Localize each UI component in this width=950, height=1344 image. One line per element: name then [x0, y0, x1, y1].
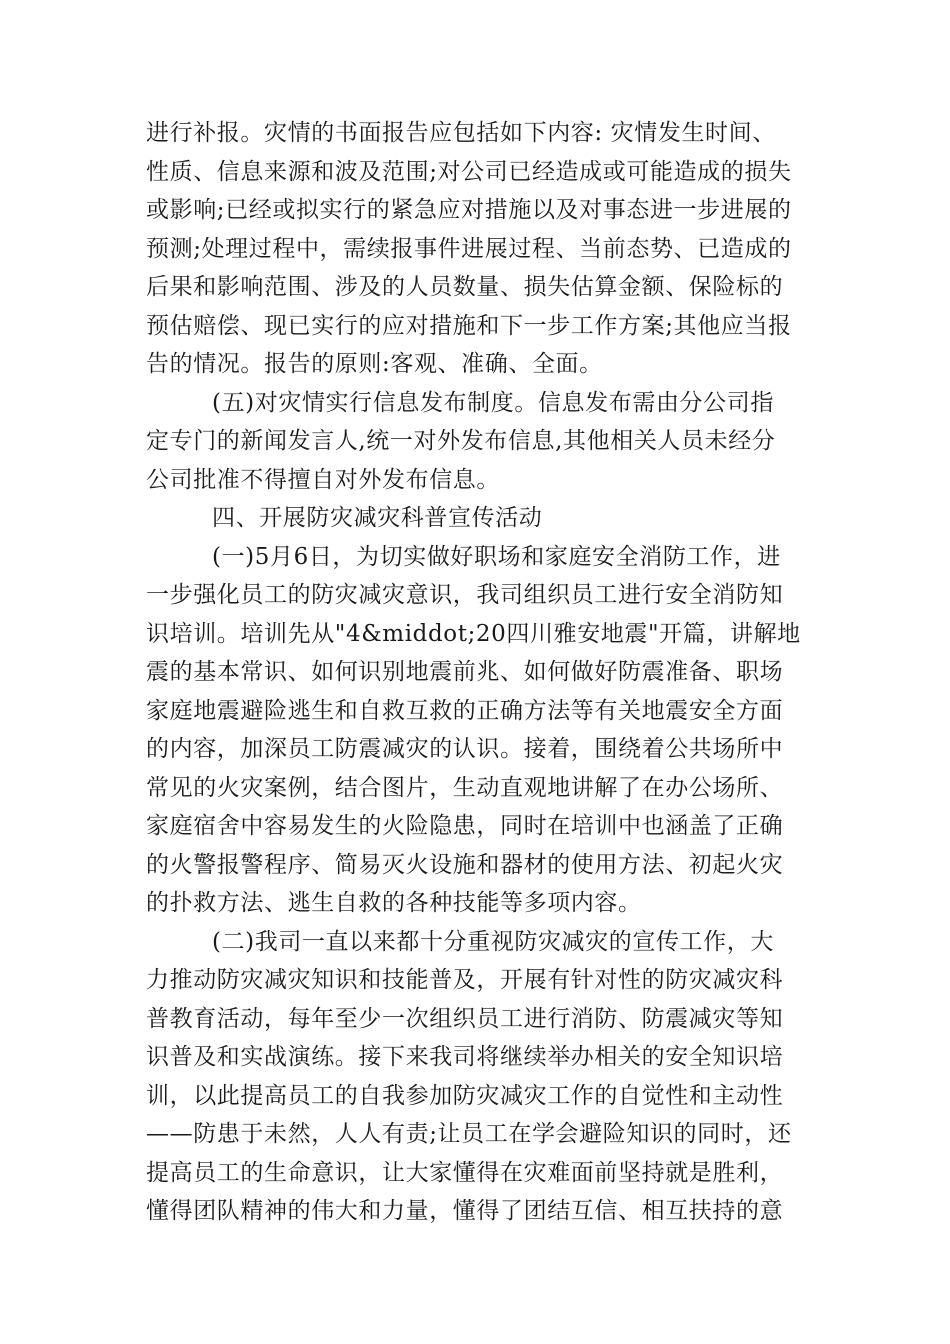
text-line: 识普及和实战演练。接下来我司将继续举办相关的安全知识培 [146, 1044, 784, 1070]
text-line: 告的情况。报告的原则:客观、准确、全面。 [146, 351, 603, 377]
text-line: 预测;处理过程中，需续报事件进展过程、当前态势、已造成的 [146, 235, 792, 262]
text-line: 的扑救方法、逃生自救的各种技能等多项内容。 [146, 890, 642, 916]
text-line: 定专门的新闻发言人,统一对外发布信息,其他相关人员未经分 [146, 428, 776, 454]
text-line: 进行补报。灾情的书面报告应包括如下内容: 灾情发生时间、 [146, 120, 776, 146]
section-heading: 四、开展防灾减灾科普宣传活动 [212, 505, 543, 531]
paragraph-first-line: (一)5月6日，为切实做好职场和家庭安全消防工作，进 [212, 543, 781, 570]
document-body [146, 114, 806, 1231]
text-line: 普教育活动，每年至少一次组织员工进行消防、防震减灾等知 [146, 1005, 784, 1032]
text-line: 震的基本常识、如何识别地震前兆、如何做好防震准备、职场 [146, 659, 784, 685]
text-line: 的火警报警程序、简易灭火设施和器材的使用方法、初起火灾 [146, 851, 784, 878]
text-line: 一步强化员工的防灾减灾意识，我司组织员工进行安全消防知 [146, 582, 784, 608]
text-line: 懂得团队精神的伟大和力量，懂得了团结互信、相互扶持的意 [146, 1198, 784, 1224]
text-line: 家庭宿舍中容易发生的火险隐患，同时在培训中也涵盖了正确 [146, 813, 784, 839]
text-line: 力推动防灾减灾知识和技能普及，开展有针对性的防灾减灾科 [146, 967, 784, 993]
text-line: 或影响;已经或拟实行的紧急应对措施以及对事态进一步进展的 [146, 197, 792, 223]
text-line: 识培训。培训先从"4&middot;20四川雅安地震"开篇，讲解地 [146, 620, 801, 647]
paragraph-first-line: (二)我司一直以来都十分重视防灾减灾的宣传工作，大 [212, 928, 774, 955]
text-line: ——防患于未然，人人有责;让员工在学会避险知识的同时，还 [146, 1121, 792, 1147]
text-line: 常见的火灾案例，结合图片，生动直观地讲解了在办公场所、 [146, 774, 784, 801]
text-line: 公司批准不得擅自对外发布信息。 [146, 466, 500, 493]
text-line: 性质、信息来源和波及范围;对公司已经造成或可能造成的损失 [146, 158, 792, 185]
text-line: 训，以此提高员工的自我参加防灾减灾工作的自觉性和主动性 [146, 1082, 784, 1109]
text-line: 的内容，加深员工防震减灾的认识。接着，围绕着公共场所中 [146, 736, 784, 762]
text-line: 后果和影响范围、涉及的人员数量、损失估算金额、保险标的 [146, 274, 784, 300]
paragraph-first-line: (五)对灾情实行信息发布制度。信息发布需由分公司指 [212, 389, 774, 416]
text-line: 提高员工的生命意识，让大家懂得在灾难面前坚持就是胜利， [146, 1159, 784, 1186]
text-line: 预估赔偿、现已实行的应对措施和下一步工作方案;其他应当报 [146, 312, 792, 339]
text-line: 家庭地震避险逃生和自救互救的正确方法等有关地震安全方面 [146, 697, 784, 724]
